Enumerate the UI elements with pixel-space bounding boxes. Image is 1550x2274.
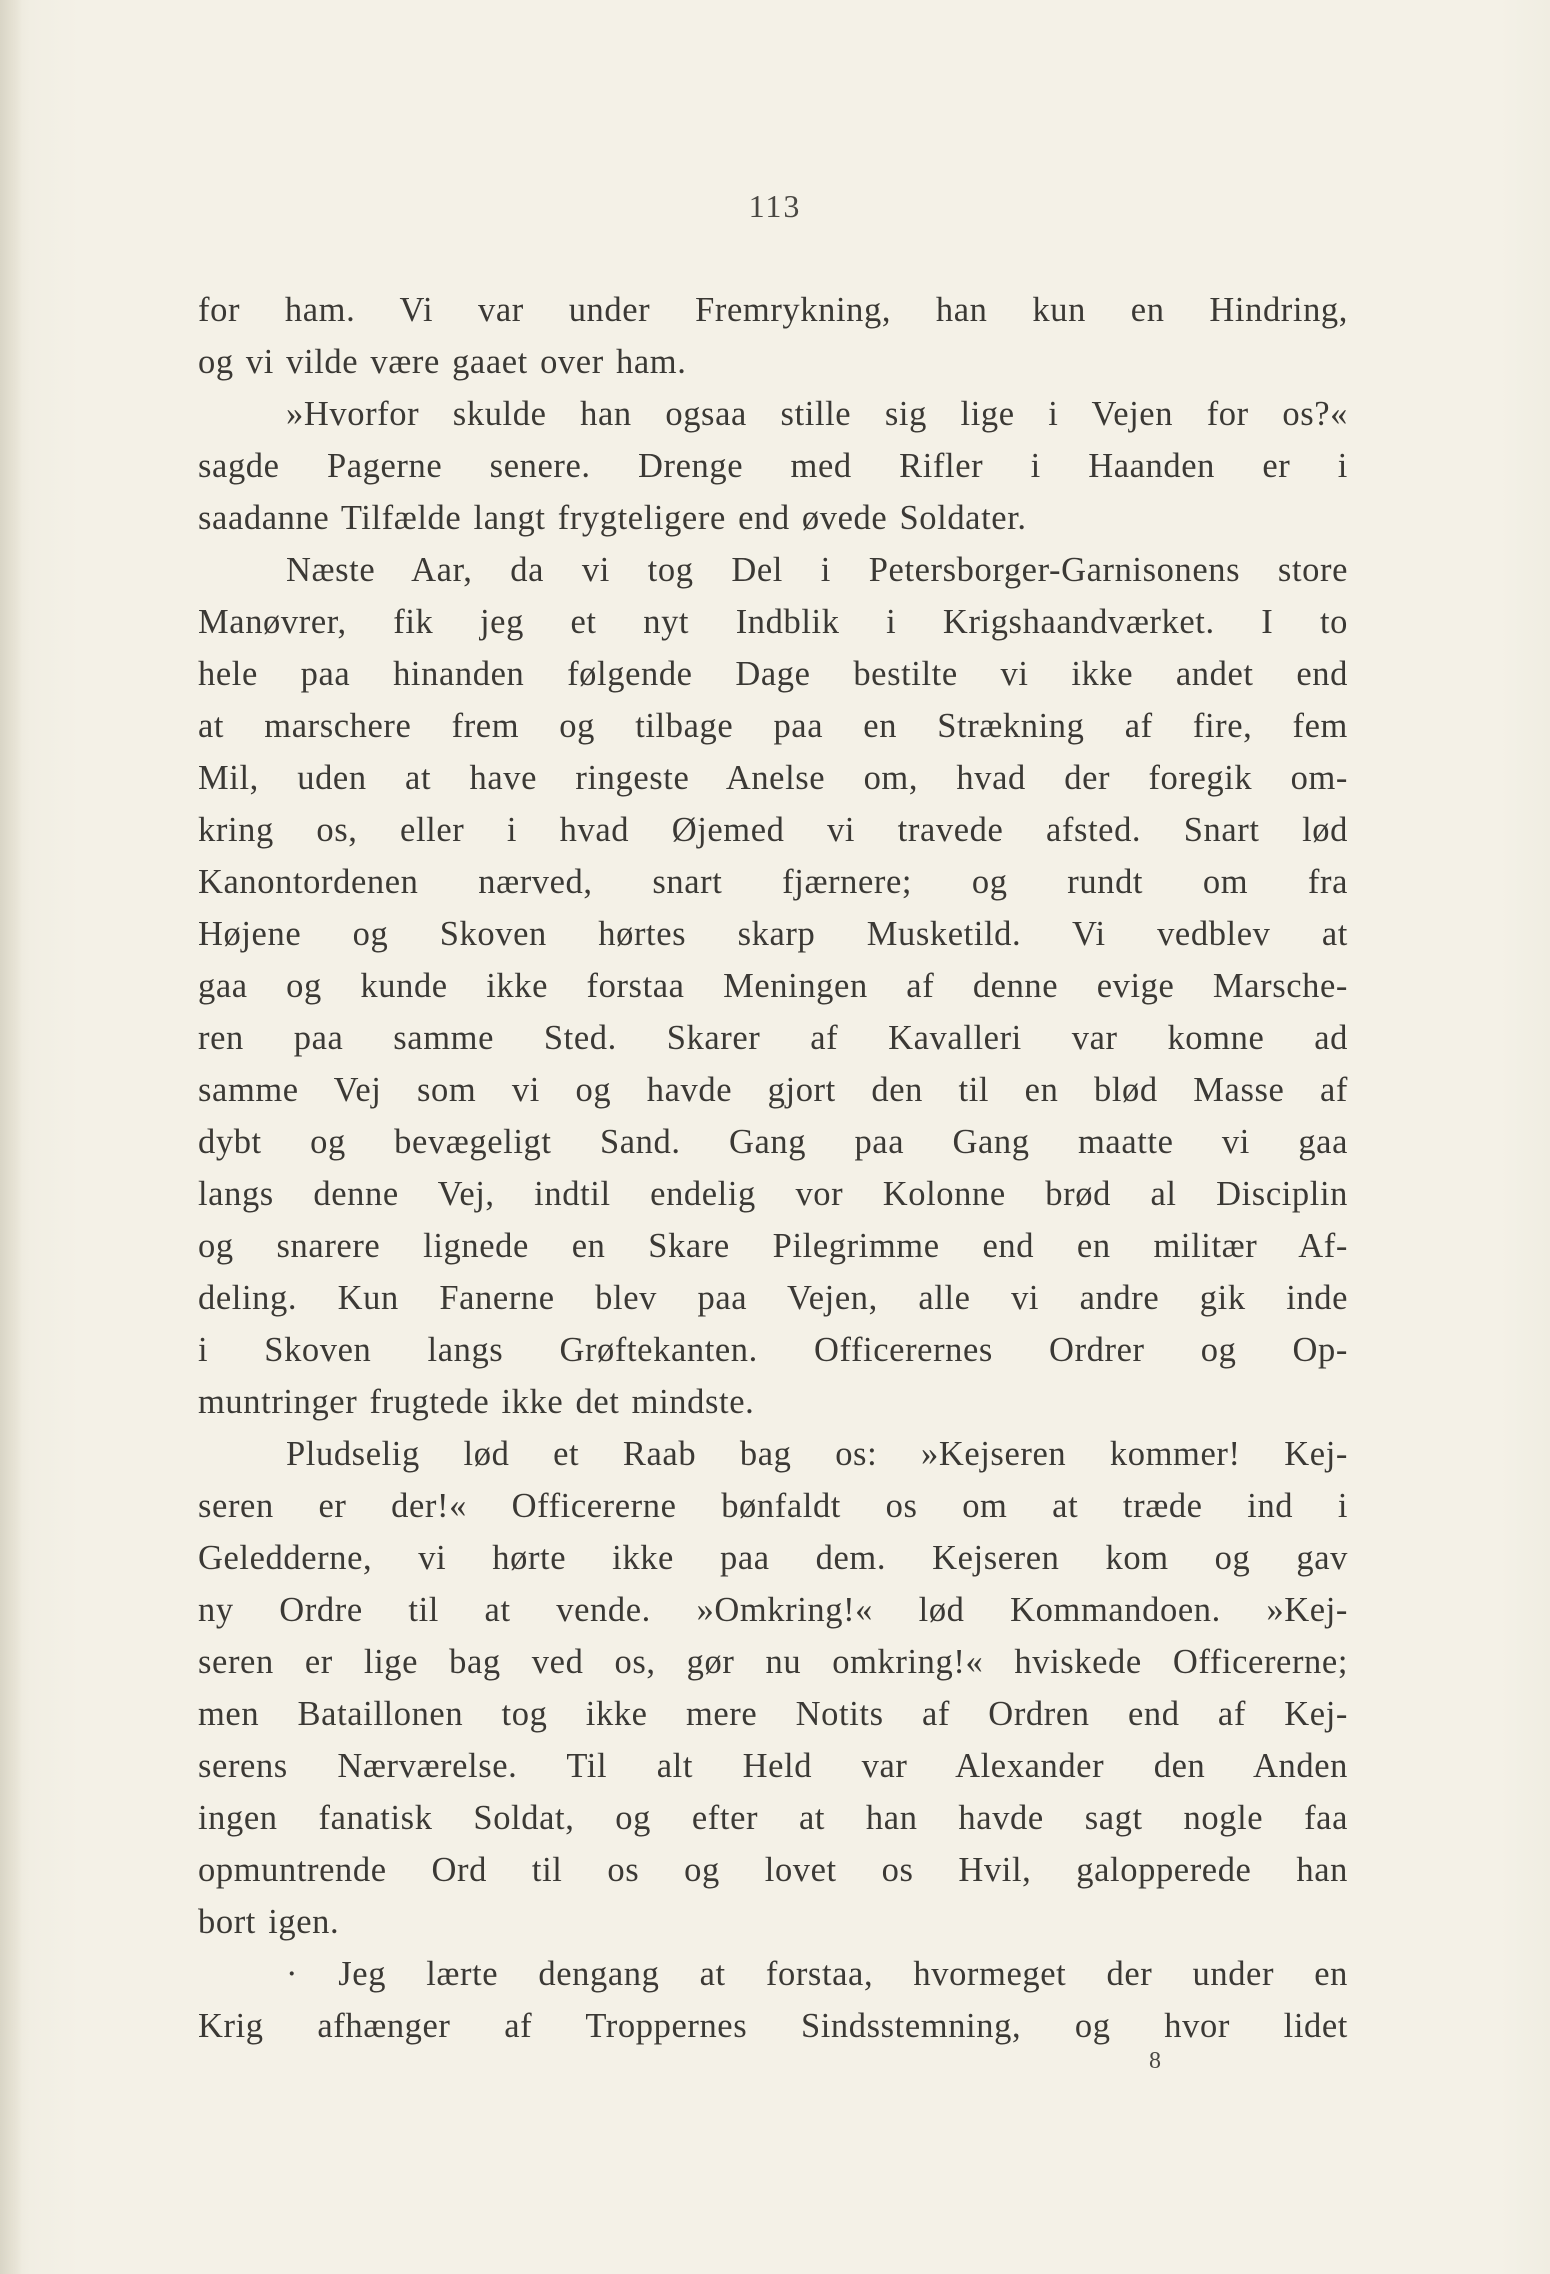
text-line: Krig afhænger af Troppernes Sindsstemning, og hvor lidet — [198, 2007, 1348, 2045]
text-line: saadanne Tilfælde langt frygteligere end øvede Soldater. — [198, 499, 1027, 537]
text-line: og vi vilde være gaaet over ham. — [198, 343, 687, 381]
text-line: seren er der!« Officererne bønfaldt os om at træde ind i — [198, 1487, 1348, 1525]
body-text — [198, 284, 1348, 2052]
text-line: »Hvorfor skulde han ogsaa stille sig lige i Vejen for os?« — [286, 395, 1348, 433]
text-line: muntringer frugtede ikke det mindste. — [198, 1383, 755, 1421]
text-line: ingen fanatisk Soldat, og efter at han havde sagt nogle faa — [198, 1799, 1348, 1837]
text-line: Manøvrer, fik jeg et nyt Indblik i Krigshaandværket. I to — [198, 603, 1348, 641]
text-line: for ham. Vi var under Fremrykning, han kun en Hindring, — [198, 291, 1348, 329]
text-line: bort igen. — [198, 1903, 340, 1941]
text-line: Højene og Skoven hørtes skarp Musketild. Vi vedblev at — [198, 915, 1348, 953]
text-line: Pludselig lød et Raab bag os: »Kejseren kommer! Kej- — [286, 1435, 1348, 1473]
text-line: Geledderne, vi hørte ikke paa dem. Kejseren kom og gav — [198, 1539, 1348, 1577]
text-line: ren paa samme Sted. Skarer af Kavalleri var komne ad — [198, 1019, 1348, 1057]
text-line: gaa og kunde ikke forstaa Meningen af denne evige Marsche- — [198, 967, 1348, 1005]
text-line: og snarere lignede en Skare Pilegrimme end en militær Af- — [198, 1227, 1348, 1265]
text-line: deling. Kun Fanerne blev paa Vejen, alle vi andre gik inde — [198, 1279, 1348, 1317]
text-line: Næste Aar, da vi tog Del i Petersborger-Garnisonens store — [286, 551, 1348, 589]
text-line: serens Nærværelse. Til alt Held var Alexander den Anden — [198, 1747, 1348, 1785]
text-line: Kanontordenen nærved, snart fjærnere; og rundt om fra — [198, 863, 1348, 901]
text-line: hele paa hinanden følgende Dage bestilte vi ikke andet end — [198, 655, 1348, 693]
signature-mark: 8 — [1149, 2048, 1161, 2074]
text-line: i Skoven langs Grøftekanten. Officerernes Ordrer og Op- — [198, 1331, 1348, 1369]
text-line: kring os, eller i hvad Øjemed vi travede afsted. Snart lød — [198, 811, 1348, 849]
text-line: · Jeg lærte dengang at forstaa, hvormeget der under en — [286, 1955, 1348, 1993]
text-line: dybt og bevægeligt Sand. Gang paa Gang maatte vi gaa — [198, 1123, 1348, 1161]
text-line: at marschere frem og tilbage paa en Strækning af fire, fem — [198, 707, 1348, 745]
text-line: samme Vej som vi og havde gjort den til en blød Masse af — [198, 1071, 1348, 1109]
text-line: ny Ordre til at vende. »Omkring!« lød Kommandoen. »Kej- — [198, 1591, 1348, 1629]
text-line: sagde Pagerne senere. Drenge med Rifler i Haanden er i — [198, 447, 1348, 485]
text-line: opmuntrende Ord til os og lovet os Hvil, galopperede han — [198, 1851, 1348, 1889]
text-line: Mil, uden at have ringeste Anelse om, hvad der foregik om- — [198, 759, 1348, 797]
text-line: seren er lige bag ved os, gør nu omkring!« hviskede Officererne; — [198, 1643, 1348, 1681]
text-line: men Bataillonen tog ikke mere Notits af Ordren end af Kej- — [198, 1695, 1348, 1733]
page-gutter-shadow — [0, 0, 22, 2274]
text-line: langs denne Vej, indtil endelig vor Kolonne brød al Disciplin — [198, 1175, 1348, 1213]
page-number: 113 — [748, 188, 802, 224]
